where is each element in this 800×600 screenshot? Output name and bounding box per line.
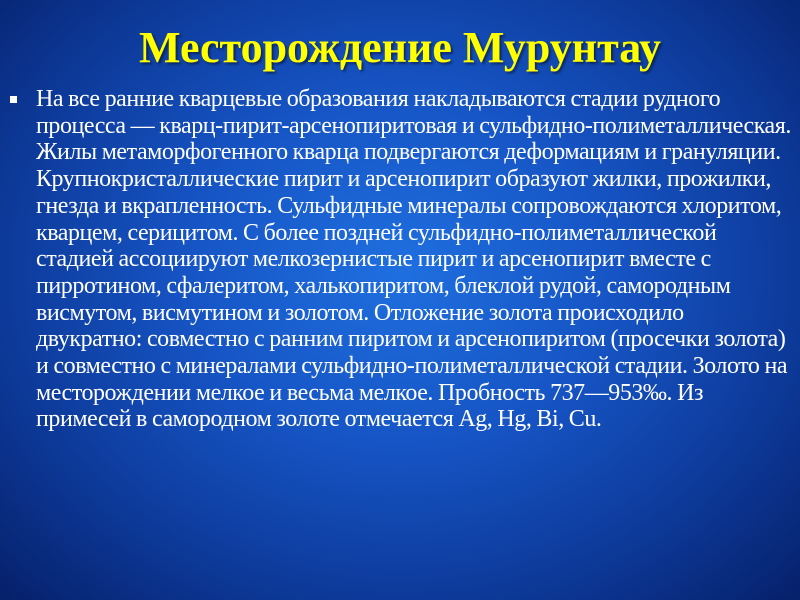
bullet-item xyxy=(8,86,792,433)
slide-title: Месторождение Мурунтау xyxy=(139,23,661,72)
square-bullet-icon xyxy=(10,96,17,103)
bullet-list xyxy=(8,86,792,433)
bullet-text: На все ранние кварцевые образования накладываются стадии рудного процесса — кварц-пирит-арсенопиритовая и сульфидно-полиметаллическая. Жилы метаморфогенного кварца подвергаются деформациям и грануляции. Крупнокристаллические пирит и арсенопирит образуют жилки, прожилки, гнезда и вкрапленность. Сульфидные минералы сопровождаются хлоритом, кварцем, серицитом. С более поздней сульфидно-полиметаллической стадией ассоциируют мелкозернистые пирит и арсенопирит вместе с пирротином, сфалеритом, халькопиритом, блеклой рудой, самородным висмутом, висмутином и золотом. Отложение золота происходило двукратно: совместно с ранним пиритом и арсенопиритом (просечки золота) и совместно с минералами сульфидно-полиметаллической стадии. Золото на месторождении мелкое и весьма мелкое. Пробность 737—953‰. Из примесей в самородном золоте отмечается Ag, Hg, Bi, Cu. xyxy=(36,86,791,433)
